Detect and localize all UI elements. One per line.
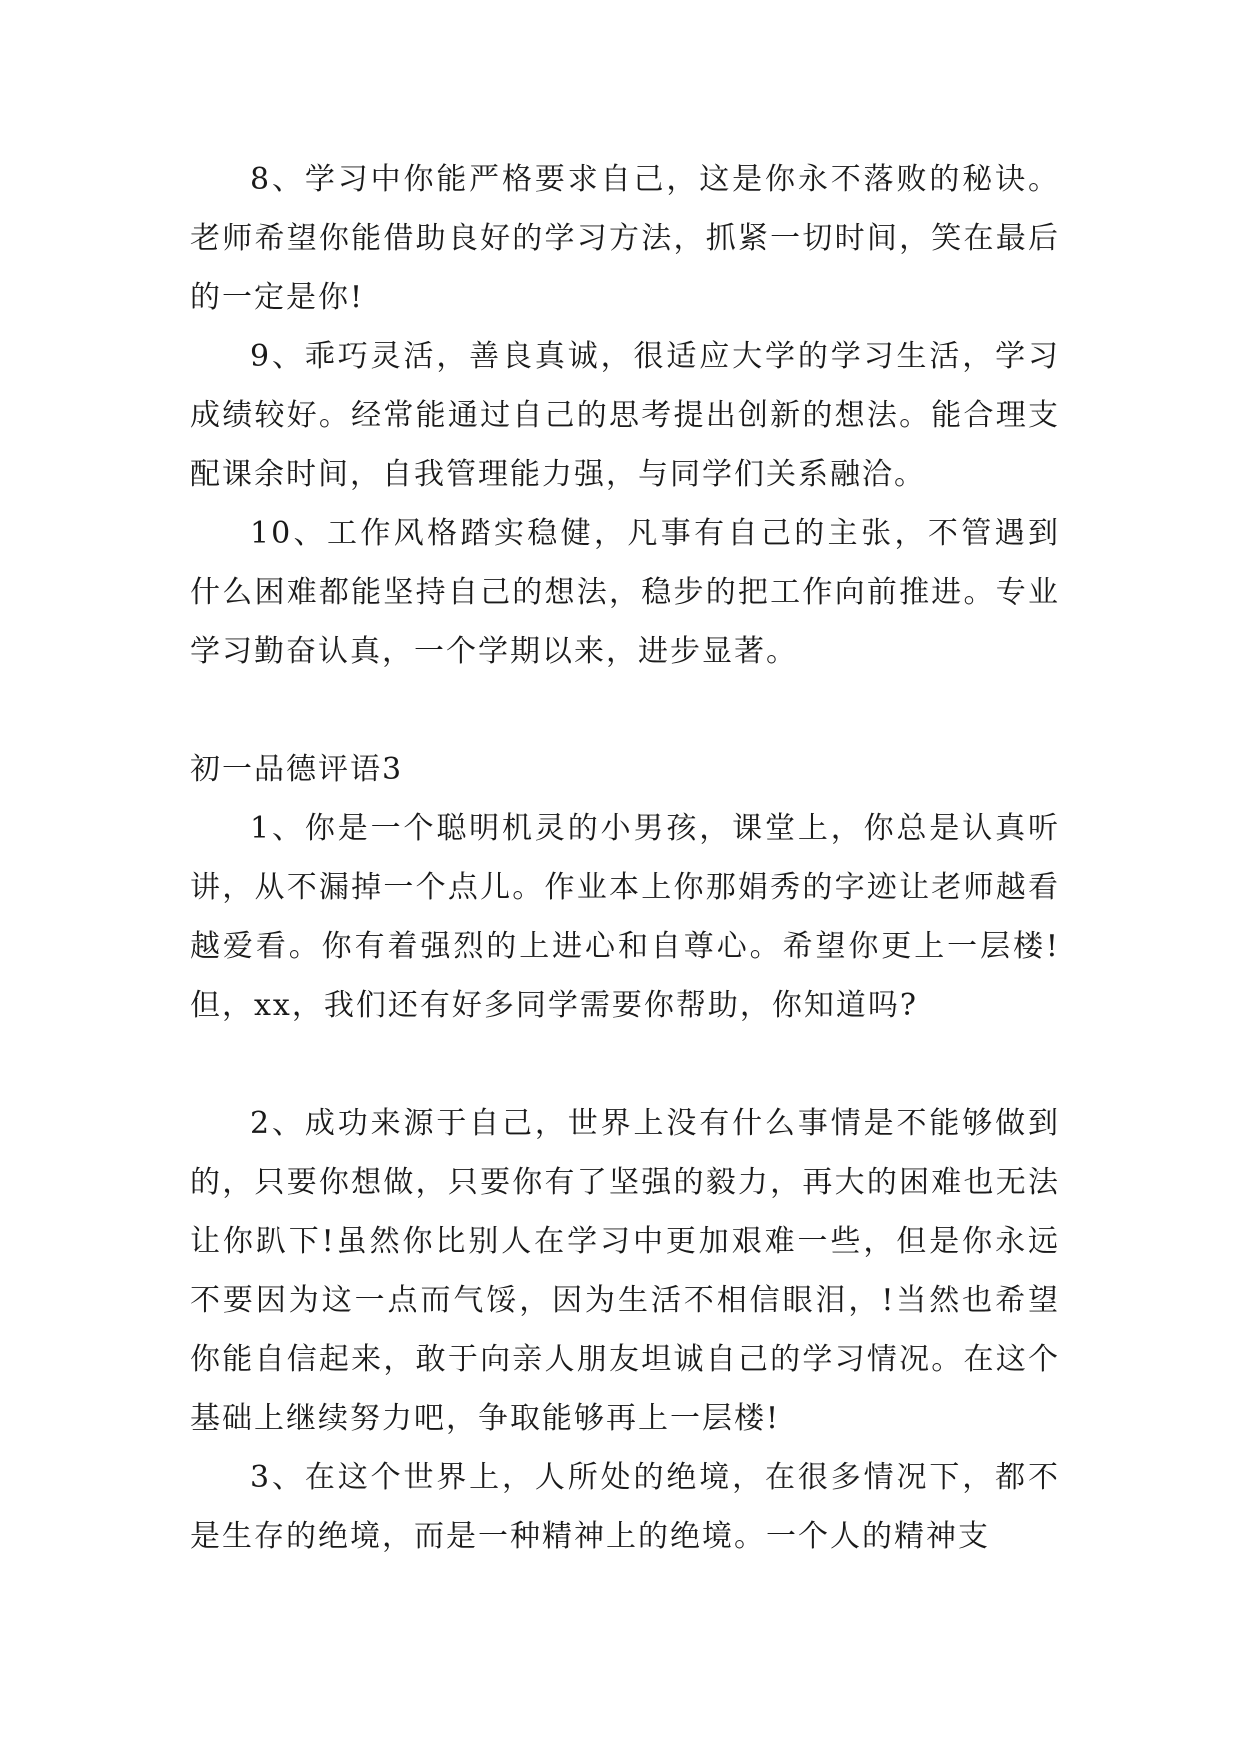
section-heading: 初一品德评语3 <box>190 752 404 787</box>
paragraph-10: 10、工作风格踏实稳健，凡事有自己的主张，不管遇到什么困难都能坚持自己的想法，稳步的把工作向前推进。专业学习勤奋认真，一个学期以来，进步显著。 <box>190 516 1060 669</box>
paragraph-2: 2、成功来源于自己，世界上没有什么事情是不能够做到的，只要你想做，只要你有了坚强的毅力，再大的困难也无法让你趴下!虽然你比别人在学习中更加艰难一些，但是你永远不要因为这一点而气馁，因为生活不相信眼泪，!当然也希望你能自信起来，敢于向亲人朋友坦诚自己的学习情况。在这个基础上继续努力吧，争取能够再上一层楼! <box>190 1106 1060 1436</box>
paragraph-1: 1、你是一个聪明机灵的小男孩，课堂上，你总是认真听讲，从不漏掉一个点儿。作业本上你那娟秀的字迹让老师越看越爱看。你有着强烈的上进心和自尊心。希望你更上一层楼!但，xx，我们还有好多同学需要你帮助，你知道吗? <box>190 811 1060 1023</box>
paragraph-3: 3、在这个世界上，人所处的绝境，在很多情况下，都不是生存的绝境，而是一种精神上的绝境。一个人的精神支 <box>190 1460 1060 1554</box>
document-page <box>190 150 1060 1566</box>
paragraph-8: 8、学习中你能严格要求自己，这是你永不落败的秘诀。老师希望你能借助良好的学习方法，抓紧一切时间，笑在最后的一定是你! <box>190 162 1060 315</box>
paragraph-9: 9、乖巧灵活，善良真诚，很适应大学的学习生活，学习成绩较好。经常能通过自己的思考提出创新的想法。能合理支配课余时间，自我管理能力强，与同学们关系融洽。 <box>190 339 1060 492</box>
